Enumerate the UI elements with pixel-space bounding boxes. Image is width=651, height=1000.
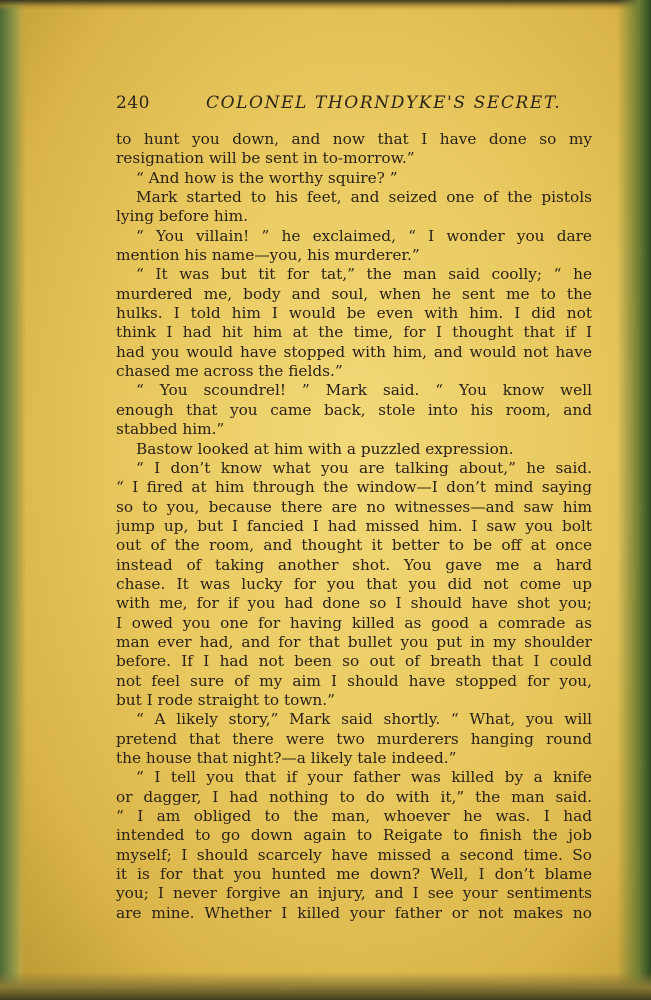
text-line: “ You scoundrel! ” Mark said. “ You know well — [136, 381, 592, 400]
text-line: Mark started to his feet, and seized one of the pistols — [136, 188, 592, 207]
page-number: 240 — [116, 93, 150, 113]
text-line: chase. It was lucky for you that you did not come up — [116, 574, 592, 593]
text-line: you; I never forgive an injury, and I see your sentiments — [116, 884, 592, 903]
text-line: before. If I had not been so out of breath that I could — [116, 652, 592, 671]
text-line: think I had hit him at the time, for I thought that if I — [116, 323, 592, 342]
text-line: hulks. I told him I would be even with him. I did not — [116, 304, 592, 323]
text-line: lying before him. — [116, 207, 248, 226]
text-line: are mine. Whether I killed your father or not makes no — [116, 903, 592, 922]
text-line: murdered me, body and soul, when he sent me to the — [116, 284, 592, 303]
text-line: with me, for if you had done so I should have shot you; — [116, 594, 592, 613]
text-line: out of the room, and thought it better to be off at once — [116, 536, 592, 555]
text-line: instead of taking another shot. You gave me a hard — [116, 555, 592, 574]
text-line: “ You villain! ” he exclaimed, “ I wonder you dare — [136, 226, 592, 245]
text-line: but I rode straight to town.” — [116, 690, 335, 709]
page-bottom-edge — [0, 972, 651, 1000]
text-line: “ I tell you that if your father was killed by a knife — [136, 768, 592, 787]
running-header — [116, 93, 594, 119]
text-line: mention his name—you, his murderer.” — [116, 246, 420, 265]
text-line: “ I don’t know what you are talking about,” he said. — [136, 458, 592, 477]
text-line: to hunt you down, and now that I have done so my — [116, 130, 592, 148]
text-line: enough that you came back, stole into his room, and — [116, 400, 592, 419]
text-line: I owed you one for having killed as good a comrade as — [116, 613, 592, 632]
text-line: “ I am obliged to the man, whoever he was. I had — [116, 807, 592, 826]
text-line: pretend that there were two murderers hanging round — [116, 729, 592, 748]
text-line: myself; I should scarcely have missed a second time. So — [116, 845, 592, 864]
text-line: the house that night?—a likely tale indeed.” — [116, 749, 457, 767]
text-line: or dagger, I had nothing to do with it,” the man said. — [116, 787, 592, 806]
text-line: “ A likely story,” Mark said shortly. “ What, you will — [136, 710, 592, 729]
book-binding-edge — [0, 0, 26, 1000]
page-right-edge — [617, 0, 651, 1000]
text-line: “ I fired at him through the window—I don’t mind saying — [116, 478, 592, 497]
running-title: COLONEL THORNDYKE'S SECRET. — [206, 93, 562, 113]
text-line: stabbed him.” — [116, 420, 225, 439]
text-line: man ever had, and for that bullet you put in my shoulder — [116, 632, 592, 651]
body-text — [116, 130, 592, 923]
page-top-edge — [0, 0, 651, 10]
text-line: intended to go down again to Reigate to finish the job — [116, 826, 592, 845]
text-line: “ And how is the worthy squire? ” — [136, 168, 398, 187]
text-line: Bastow looked at him with a puzzled expression. — [136, 439, 514, 458]
text-line: “ It was but tit for tat,” the man said coolly; “ he — [136, 265, 592, 284]
text-line: so to you, because there are no witnesses—and saw him — [116, 497, 592, 516]
text-line: not feel sure of my aim I should have stopped for you, — [116, 671, 592, 690]
text-line: it is for that you hunted me down? Well, I don’t blame — [116, 865, 592, 884]
text-line: had you would have stopped with him, and would not have — [116, 342, 592, 361]
text-line: chased me across the fields.” — [116, 362, 343, 381]
text-line: resignation will be sent in to-morrow.” — [116, 149, 415, 168]
text-line: jump up, but I fancied I had missed him. I saw you bolt — [116, 516, 592, 535]
